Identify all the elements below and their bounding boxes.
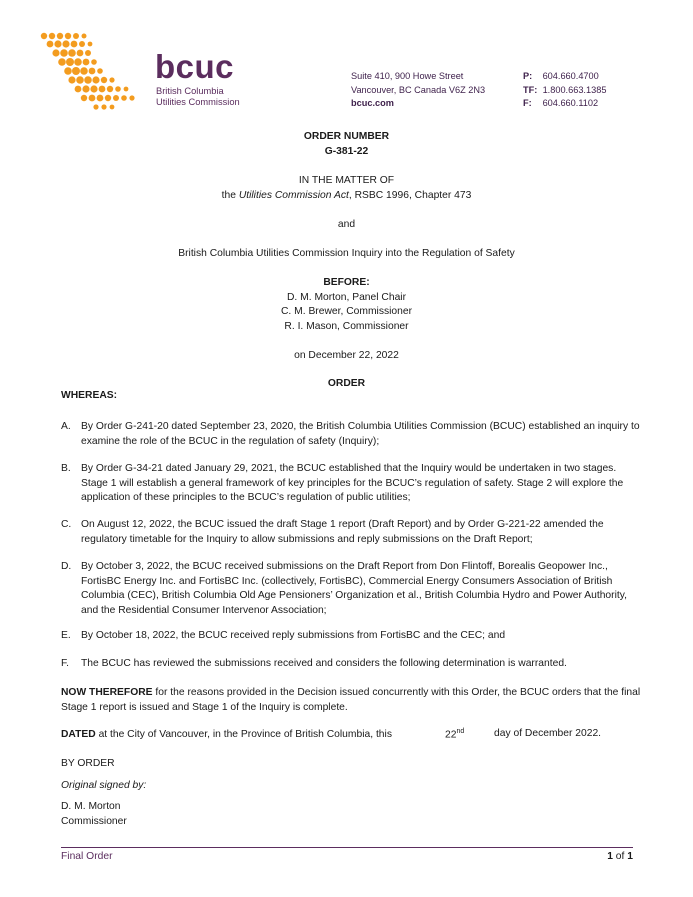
clause-text: By Order G-34-21 dated January 29, 2021, the BCUC established that the Inquiry would be undertaken in two stages. Stage 1 will establish a general framework of key principles for the BCUC’s regulation of safety. Stage 2 will explore the application of these principles to the BCUC’s regulation of public utilities; [81, 463, 624, 504]
footer-label: Final Order [61, 851, 113, 862]
dated-text: at the City of Vancouver, in the Province of British Columbia, this [95, 729, 392, 740]
fax-row [523, 97, 606, 111]
signatory-name: D. M. Morton [61, 801, 121, 812]
tollfree-number: 1.800.663.1385 [542, 84, 607, 95]
whereas-clause [61, 560, 641, 618]
clause-letter: E. [61, 630, 71, 641]
fax-number: 604.660.1102 [542, 98, 599, 108]
clause-text: The BCUC has reviewed the submissions received and considers the following determination is warranted. [81, 658, 567, 669]
clause-letter: F. [61, 658, 70, 669]
whereas-clause [61, 518, 641, 547]
clause-letter: B. [61, 463, 71, 474]
order-date: on December 22, 2022 [294, 350, 399, 361]
fax-label: F: [523, 98, 532, 108]
bcuc-logo-dots [40, 30, 140, 115]
whereas-label: WHEREAS: [61, 390, 118, 401]
act-prefix: the [221, 190, 239, 201]
website-link[interactable]: bcuc.com [351, 98, 394, 108]
phone-number: 604.660.4700 [542, 71, 599, 81]
page-current: 1 [607, 851, 613, 862]
clause-text: On August 12, 2022, the BCUC issued the draft Stage 1 report (Draft Report) and by Order G-221-22 amended the regulatory timetable for the Inquiry to allow submissions and reply submissions on the Draft Report; [81, 519, 604, 545]
clause-letter: D. [61, 561, 72, 572]
clause-letter: A. [61, 421, 71, 432]
clause-text: By October 3, 2022, the BCUC received submissions on the Draft Report from Don Flintoff, Borealis Geopower Inc., FortisBC Energy Inc. and FortisBC Inc. (collectively, FortisBC), Commercial Energy Consumers Association of British Columbia (CEC), British Columbia Old Age Pensioners’ Organization et al., British Columbia Hydro and Power Authority, and the Residential Consumer Intervenor Association; [81, 561, 627, 616]
and-line: and [337, 219, 356, 230]
day-number: 22 [445, 729, 457, 741]
dated-day [445, 728, 464, 740]
logo-wordmark: bcuc [155, 48, 235, 85]
original-signed: Original signed by: [61, 780, 147, 791]
footer-divider [61, 847, 633, 848]
now-therefore-lead: NOW THEREFORE [61, 687, 153, 698]
panel-member: C. M. Brewer, Commissioner [280, 306, 413, 317]
clause-text: By October 18, 2022, the BCUC received reply submissions from FortisBC and the CEC; and [81, 630, 506, 641]
clause-text: By Order G-241-20 dated September 23, 2020, the British Columbia Utilities Commission (BCUC) established an inquiry to examine the role of the BCUC in the regulation of safety (Inquiry); [81, 421, 640, 447]
clause-letter: C. [61, 519, 72, 530]
whereas-clause [61, 420, 641, 449]
phone-row [523, 70, 606, 84]
tollfree-row [523, 84, 606, 98]
act-line [0, 189, 693, 204]
address-line1: Suite 410, 900 Howe Street [351, 71, 464, 81]
now-therefore-text: for the reasons provided in the Decision issued concurrently with this Order, the BCUC orders that the final Stage 1 report is issued and Stage 1 of the Inquiry is complete. [61, 687, 641, 713]
whereas-clause [61, 629, 641, 644]
order-heading: ORDER [327, 378, 366, 389]
order-title: ORDER NUMBER [303, 131, 390, 142]
panel-member: D. M. Morton, Panel Chair [286, 292, 407, 303]
page-total: 1 [627, 851, 633, 862]
logo-line2: Utilities Commission [156, 97, 240, 107]
day-suffix: nd [456, 728, 465, 735]
subject-line: British Columbia Utilities Commission Inquiry into the Regulation of Safety [178, 248, 515, 259]
logo-subtitle [156, 86, 240, 108]
whereas-clause [61, 657, 641, 672]
order-number: G-381-22 [324, 146, 369, 157]
logo-line1: British Columbia [156, 86, 224, 96]
address-line2: Vancouver, BC Canada V6Z 2N3 [351, 84, 486, 95]
act-suffix: , RSBC 1996, Chapter 473 [348, 190, 472, 201]
page-indicator [607, 851, 633, 862]
by-order: BY ORDER [61, 758, 115, 769]
contact-block [523, 70, 606, 111]
signatory-title: Commissioner [61, 816, 127, 827]
matter-line: IN THE MATTER OF [298, 175, 395, 186]
panel-member: R. I. Mason, Commissioner [284, 321, 409, 332]
act-title: Utilities Commission Act [238, 190, 349, 201]
tollfree-label: TF: [523, 84, 538, 95]
phone-label: P: [523, 71, 533, 81]
dated-paragraph [61, 728, 441, 743]
before-label: BEFORE: [323, 277, 370, 288]
address-block [351, 70, 485, 111]
dated-lead: DATED [61, 729, 96, 740]
dated-rest: day of December 2022. [494, 728, 602, 739]
whereas-clause [61, 462, 641, 506]
page-of: of [615, 851, 625, 862]
now-therefore-paragraph [61, 686, 641, 715]
